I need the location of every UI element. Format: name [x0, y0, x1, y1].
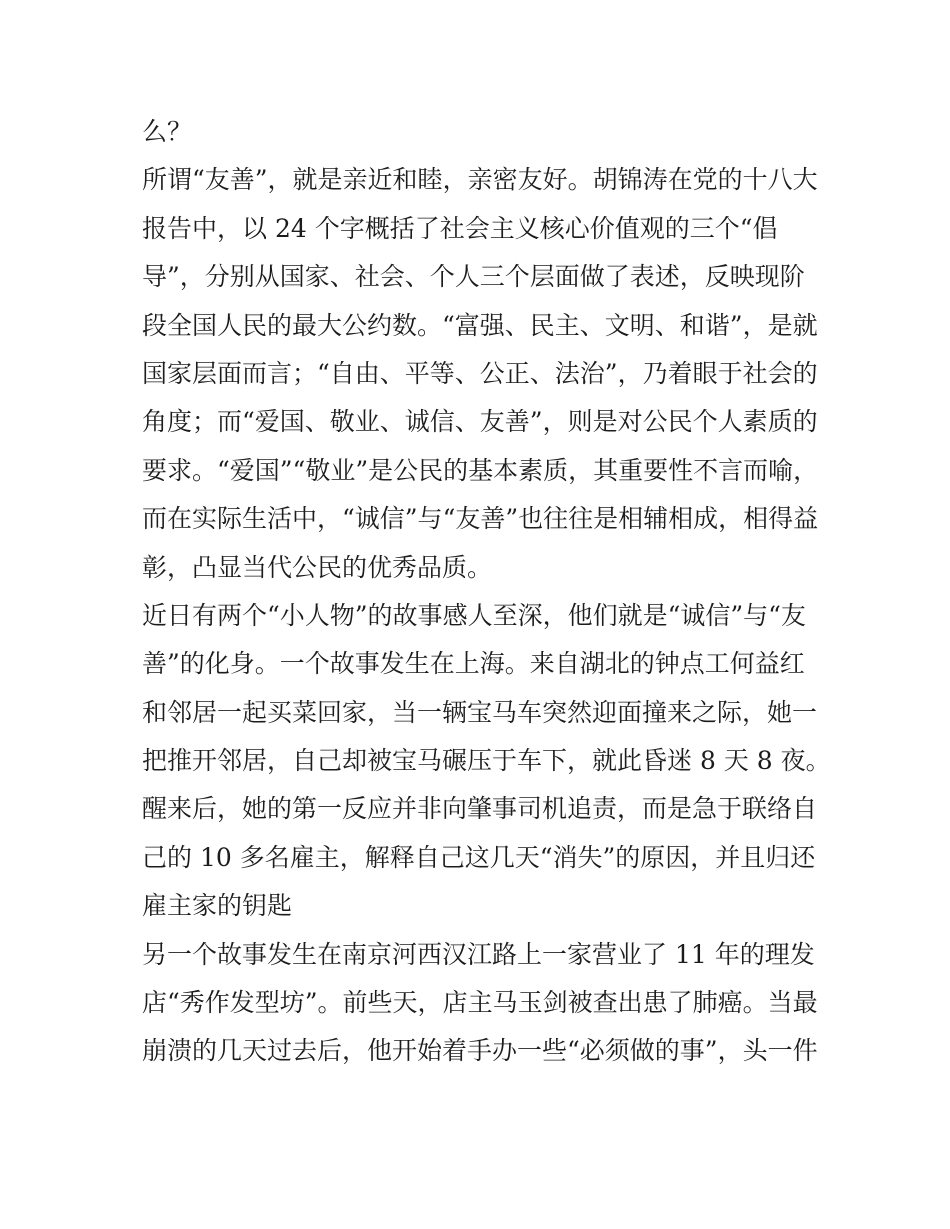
- text-line: 而在实际生活中，“诚信”与“友善”也往往是相辅相成，相得益: [142, 504, 819, 534]
- text-line: 角度；而“爱国、敬业、诚信、友善”，则是对公民个人素质的: [142, 407, 818, 437]
- text-line: 己的 10 多名雇主，解释自己这几天“消失”的原因，并且归还: [142, 842, 816, 872]
- text-line: 善”的化身。一个故事发生在上海。来自湖北的钟点工何益红: [142, 649, 805, 679]
- text-line: 雇主家的钥匙: [142, 891, 293, 921]
- text-line: 导”，分别从国家、社会、个人三个层面做了表述，反映现阶: [142, 262, 805, 292]
- text-line: 店“秀作发型坊”。前些天，店主马玉剑被查出患了肺癌。当最: [142, 988, 818, 1018]
- text-line: 彰，凸显当代公民的优秀品质。: [142, 552, 493, 582]
- text-line: 和邻居一起买菜回家，当一辆宝马车突然迎面撞来之际，她一: [142, 697, 818, 727]
- text-line: 醒来后，她的第一反应并非向肇事司机追责，而是急于联络自: [142, 794, 818, 824]
- body-text: [142, 108, 831, 1076]
- text-line: 崩溃的几天过去后，他开始着手办一些“必须做的事”，头一件: [142, 1036, 818, 1066]
- text-line: 报告中，以 24 个字概括了社会主义核心价值观的三个“倡: [142, 213, 778, 243]
- text-line: 么？: [142, 117, 193, 146]
- text-line: 国家层面而言；“自由、平等、公正、法治”，乃着眼于社会的: [142, 358, 818, 388]
- text-line: 把推开邻居，自己却被宝马碾压于车下，就此昏迷 8 天 8 夜。: [142, 746, 831, 776]
- text-line: 所谓“友善”，就是亲近和睦，亲密友好。胡锦涛在党的十八大: [142, 165, 818, 195]
- text-line: 另一个故事发生在南京河西汉江路上一家营业了 11 年的理发: [142, 939, 815, 969]
- text-line: 段全国人民的最大公约数。“富强、民主、文明、和谐”，是就: [142, 310, 818, 340]
- text-line: 近日有两个“小人物”的故事感人至深，他们就是“诚信”与“友: [142, 600, 806, 630]
- text-line: 要求。“爱国”“敬业”是公民的基本素质，其重要性不言而喻，: [142, 455, 819, 485]
